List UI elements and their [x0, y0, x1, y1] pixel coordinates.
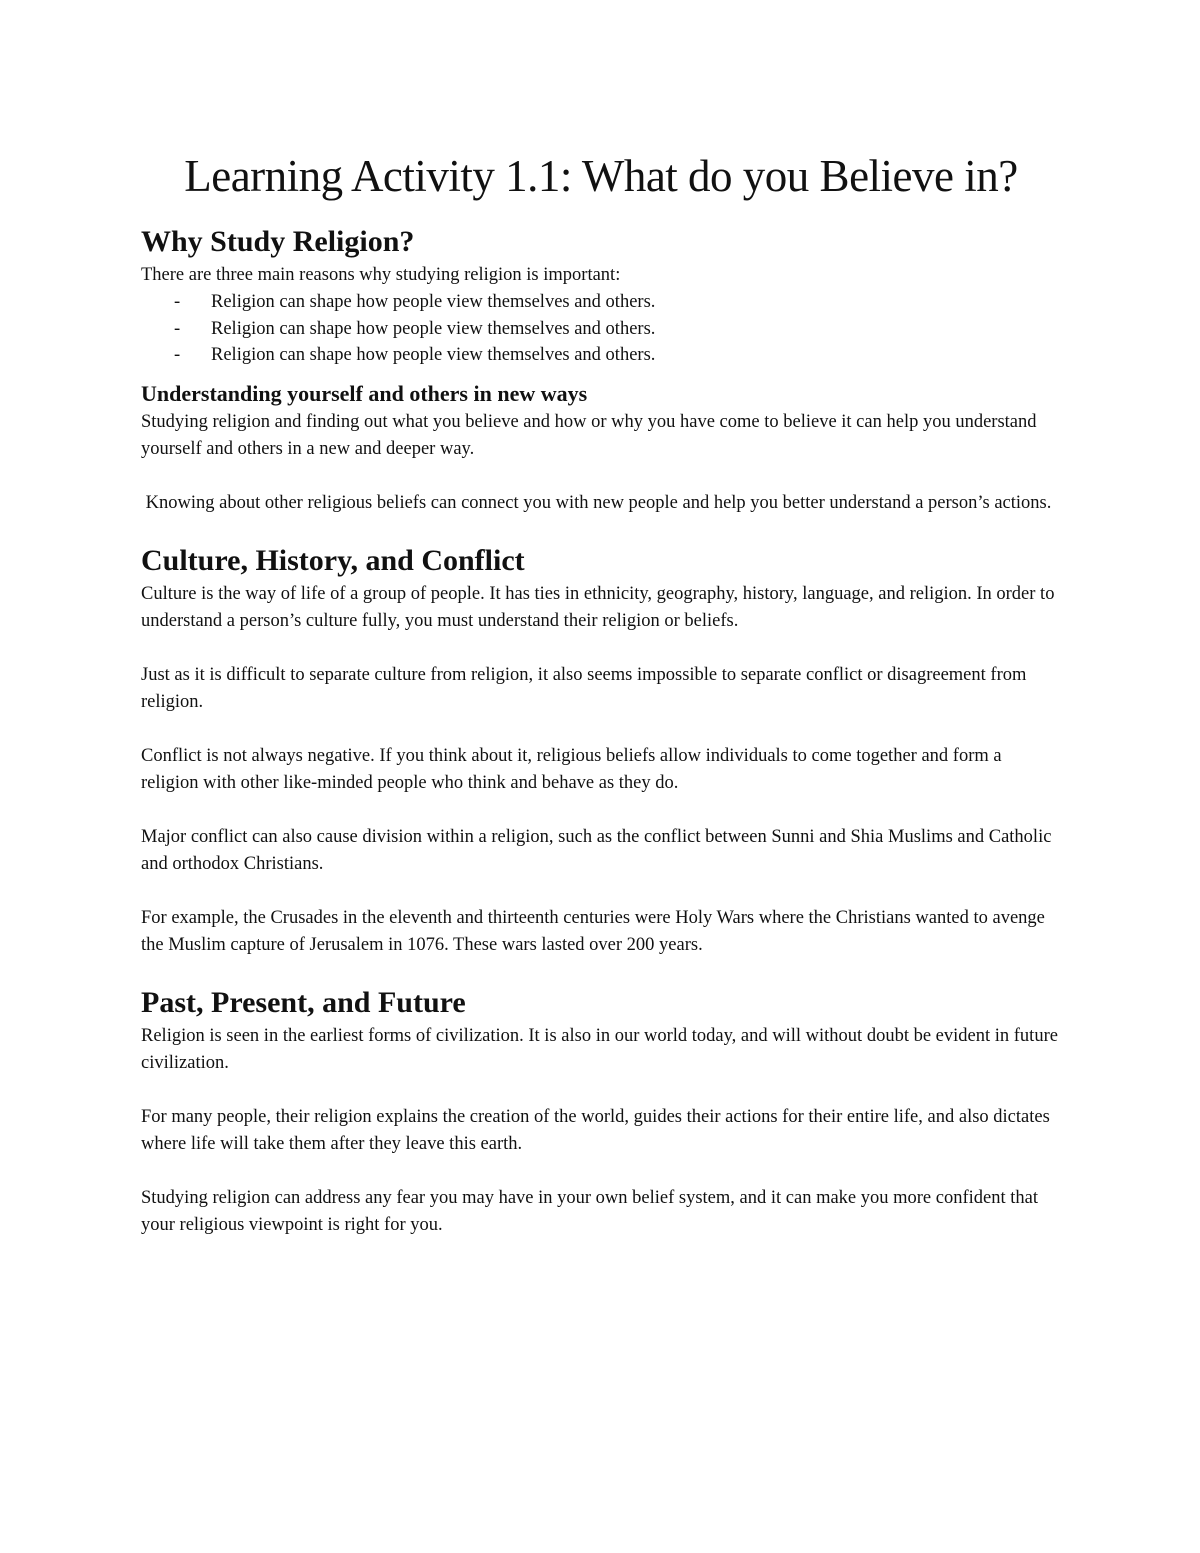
document-body	[141, 148, 1061, 1239]
document-title: Learning Activity 1.1: What do you Believe in?	[184, 151, 1018, 201]
section-heading-understanding: Understanding yourself and others in new ways	[141, 380, 588, 406]
list-item	[141, 289, 1061, 316]
paragraph: Just as it is difficult to separate culture from religion, it also seems impossible to separate conflict or disagreement from religion.	[141, 664, 1027, 712]
paragraph: For many people, their religion explains the creation of the world, guides their actions for their entire life, and also dictates where life will take them after they leave this earth.	[141, 1106, 1050, 1154]
list-item-text: Religion can shape how people view themselves and others.	[211, 318, 656, 339]
paragraph: Religion is seen in the earliest forms of civilization. It is also in our world today, and will without doubt be evident in future civilization.	[141, 1025, 1058, 1073]
list-item	[141, 342, 1061, 369]
bullet-dash: -	[174, 318, 181, 339]
bullet-dash: -	[174, 345, 181, 365]
paragraph: Major conflict can also cause division within a religion, such as the conflict between Sunni and Shia Muslims and Catholic and orthodox Christians.	[141, 826, 1052, 874]
section-heading-why-study-religion: Why Study Religion?	[141, 225, 415, 258]
list-item-text: Religion can shape how people view themselves and others.	[211, 292, 656, 312]
paragraph: Studying religion can address any fear you may have in your own belief system, and it can make you more confident that your religious viewpoint is right for you.	[141, 1187, 1038, 1235]
list-item-text: Religion can shape how people view themselves and others.	[211, 345, 656, 365]
reasons-list	[141, 289, 1061, 369]
paragraph: Studying religion and finding out what you believe and how or why you have come to believe it can help you understand yourself and others in a new and deeper way.	[141, 411, 1037, 459]
list-item	[141, 316, 1061, 343]
paragraph: Knowing about other religious beliefs can connect you with new people and help you better understand a person’s actions.	[141, 492, 1052, 513]
paragraph: Conflict is not always negative. If you think about it, religious beliefs allow individuals to come together and form a religion with other like-minded people who think and behave as they do.	[141, 745, 1002, 793]
bullet-dash: -	[174, 292, 181, 312]
section-heading-past-present-future: Past, Present, and Future	[141, 985, 466, 1019]
paragraph: Culture is the way of life of a group of people. It has ties in ethnicity, geography, history, language, and religion. In order to understand a person’s culture fully, you must understand their religion or beliefs.	[141, 583, 1055, 631]
section-heading-culture: Culture, History, and Conflict	[141, 543, 525, 577]
paragraph: For example, the Crusades in the eleventh and thirteenth centuries were Holy Wars where the Christians wanted to avenge the Muslim capture of Jerusalem in 1076. These wars lasted over 200 years.	[141, 907, 1045, 955]
intro-paragraph: There are three main reasons why studying religion is important:	[141, 265, 621, 285]
